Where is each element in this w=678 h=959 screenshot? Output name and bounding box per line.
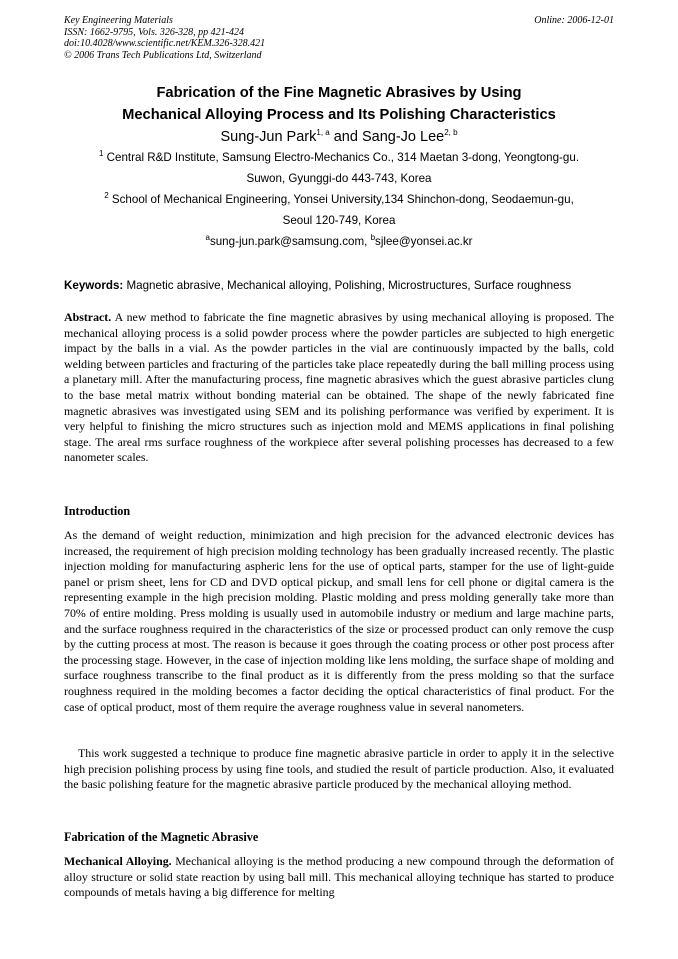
affiliation-1-sup: 1 xyxy=(98,149,104,159)
mechanical-alloying-paragraph xyxy=(64,854,614,901)
introduction-paragraph-2: This work suggested a technique to produce fine magnetic abrasive particle in order to apply it in the selective high precision polishing process by using fine tools, and studied the result of particle production. Also, it evaluated the basic polishing feature for the magnetic abrasive particle produced by the mechanical alloying method. xyxy=(64,746,614,792)
abstract-label: Abstract. xyxy=(64,310,112,324)
affiliation-2 xyxy=(62,189,616,210)
email-a: sung-jun.park@samsung.com, xyxy=(209,235,371,248)
email-b: sjlee@yonsei.ac.kr xyxy=(375,235,473,248)
author-line xyxy=(62,127,616,147)
abstract xyxy=(64,310,614,466)
paper-title-line-2: Mechanical Alloying Process and Its Polishing Characteristics xyxy=(122,107,556,123)
introduction-paragraph-1: As the demand of weight reduction, minimization and high precision for the advanced electronic devices has increased, the requirement of high precision molding technology has been gradually increased recently. The plastic injection molding for manufacturing aspheric lens for the use of optical parts, stamper for the use of light-guide panel or prism sheet, lens for CD and DVD optical pickup, and small lens for cell phone or digital camera is the representing example in the high precision molding. Plastic molding and press molding generally take more than 70% of entire molding. Press molding is usually used in automobile industry or medium and large machine parts, and the surface roughness required in the characteristics of the size or processed product can only remove the cusp by the cutting process at most. The reason is because it goes through the coating process or other post process after the processing stage. However, in the case of injection molding like lens molding, the surface shape of molding and surface roughness transcribe to the final product as it is differently from the press molding so that the surface roughness required in the molding becomes a factor deciding the optical characteristics of final product. For the case of optical product, most of them require the average roughness value in several nanometers. xyxy=(64,528,614,714)
paper-title-line-1: Fabrication of the Fine Magnetic Abrasives by Using xyxy=(156,85,522,101)
author-1: Sung-Jun Park xyxy=(220,129,317,145)
introduction-heading: Introduction xyxy=(64,504,131,518)
affiliation-1-line-1: Central R&D Institute, Samsung Electro-Mechanics Co., 314 Maetan 3-dong, Yeongtong-gu. xyxy=(106,151,580,164)
author-and: and xyxy=(329,129,362,145)
affiliation-2-sup: 2 xyxy=(104,191,109,201)
journal-name: Key Engineering Materials xyxy=(64,15,173,26)
fabrication-heading: Fabrication of the Magnetic Abrasive xyxy=(64,830,259,844)
online-date: Online: 2006-12-01 xyxy=(534,15,614,26)
author-2-sup: 2, b xyxy=(444,128,458,138)
keywords xyxy=(64,278,614,294)
affiliation-1 xyxy=(62,147,616,168)
mechanical-alloying-label: Mechanical Alloying. xyxy=(64,854,172,868)
journal-doi: doi:10.4028/www.scientific.net/KEM.326-328.421 xyxy=(64,38,266,49)
author-2: Sang-Jo Lee xyxy=(361,129,445,145)
journal-header xyxy=(64,15,614,61)
author-1-sup: 1, a xyxy=(316,128,330,138)
title-block xyxy=(62,82,616,252)
affiliation-2-line-2: Seoul 120-749, Korea xyxy=(282,214,396,227)
keywords-text: Magnetic abrasive, Mechanical alloying, Polishing, Microstructures, Surface roughness xyxy=(123,279,572,292)
mechanical-alloying-text: Mechanical alloying is the method producing a new compound through the deformation of alloy structure or solid state reaction by using ball mill. This mechanical alloying technique has started to produce compounds of metals having a big difference for melting xyxy=(64,854,614,900)
journal-copyright: © 2006 Trans Tech Publications Ltd, Switzerland xyxy=(64,49,262,61)
keywords-label: Keywords: xyxy=(64,279,124,292)
email-a-sup: a xyxy=(205,233,210,243)
abstract-text: A new method to fabricate the fine magnetic abrasives by using mechanical alloying is proposed. The mechanical alloying process is a solid powder process where the powder particles are subjected to high energetic impact by the balls in a vial. As the powder particles in the vial are continuously impacted by the balls, cold welding between particles and fracturing of the particles take place repeatedly during the ball milling process using a planetary mill. After the manufacturing process, fine magnetic abrasives which the guest abrasive particles clung to the base metal matrix without bonding material can be obtained. The shape of the newly fabricated fine magnetic abrasives was investigated using SEM and its polishing performance was verified by experiment. It is very helpful to finishing the micro structures such as injection mold and MEMS applications in final polishing stage. The areal rms surface roughness of the workpiece after several polishing processes has decreased to a few nanometer scales. xyxy=(64,310,614,465)
affiliation-1-line-2: Suwon, Gyunggi-do 443-743, Korea xyxy=(246,172,432,185)
email-line xyxy=(62,231,616,252)
journal-issn: ISSN: 1662-9795, Vols. 326-328, pp 421-424 xyxy=(64,26,244,38)
affiliation-2-line-1: School of Mechanical Engineering, Yonsei University,134 Shinchon-dong, Seodaemun-gu, xyxy=(111,193,574,206)
email-b-sup: b xyxy=(370,233,376,243)
